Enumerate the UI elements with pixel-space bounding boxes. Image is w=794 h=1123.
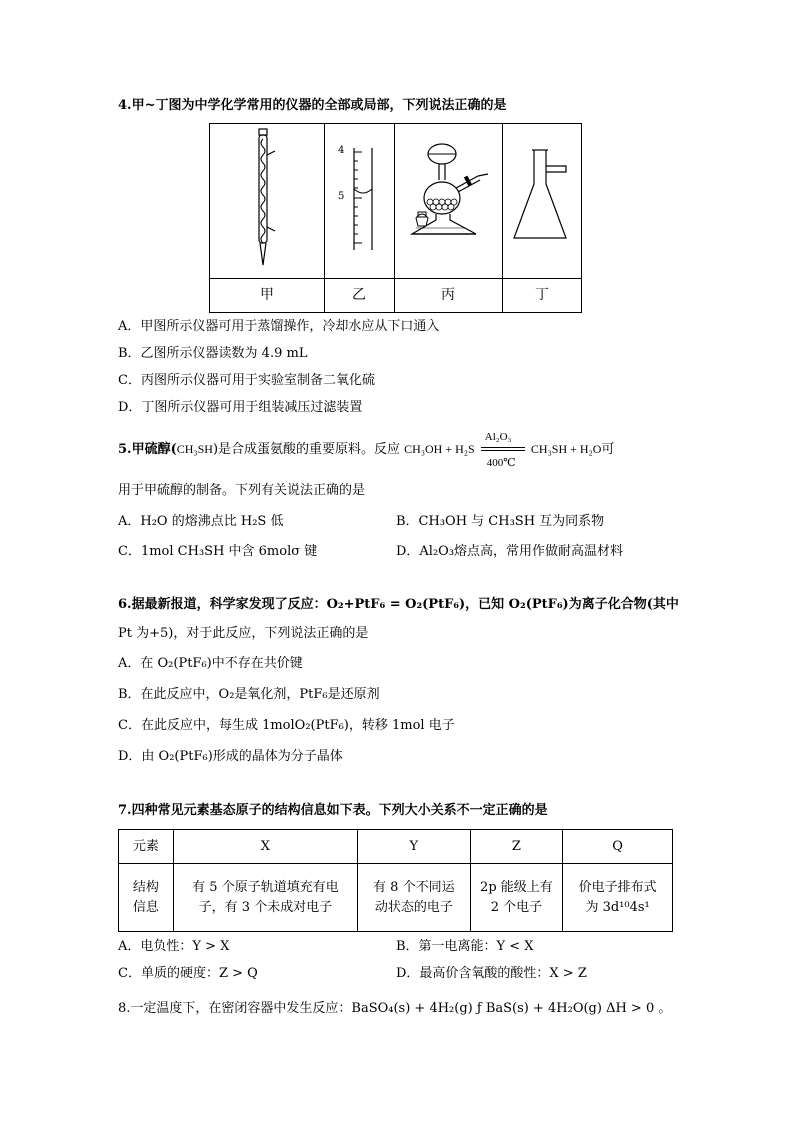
- q6-option-a: A．在 O₂(PtF₆)中不存在共价键: [118, 656, 303, 671]
- q5-stem: 5.甲硫醇(CH₃SH)是合成蛋氨酸的重要原料。反应 CH₃OH + H₂S $\frac{\text{Al₂O₃}}{400℃}$ CH₃SH + H₂O可: [118, 431, 615, 469]
- q4-option-d: D．丁图所示仪器可用于组装减压过滤装置: [118, 400, 363, 415]
- q7-option-a: A．电负性：Y > X: [118, 939, 230, 954]
- q5-option-b: B．CH₃OH 与 CH₃SH 互为同系物: [396, 514, 605, 529]
- table-cell: 结构 信息: [119, 864, 174, 932]
- q6-stem-line2: Pt 为+5)，对于此反应，下列说法正确的是: [118, 626, 369, 641]
- table-cell: 价电子排布式 为 3d¹⁰4s¹: [563, 864, 673, 932]
- q4-option-b: B．乙图所示仪器读数为 4.9 mL: [118, 346, 308, 361]
- q5-option-d: D．Al₂O₃熔点高，常用作做耐高温材料: [396, 544, 624, 559]
- table-header-cell: X: [173, 830, 357, 864]
- q7-option-b: B．第一电离能：Y < X: [396, 939, 534, 954]
- table-row: [119, 864, 673, 932]
- q8-stem: 8.一定温度下，在密闭容器中发生反应：BaSO₄(s) + 4H₂(g) ƒ BaS(s) + 4H₂O(g) ΔH > 0 。: [118, 1001, 672, 1016]
- label-yi: 乙: [352, 287, 366, 303]
- table-cell: 有 5 个原子轨道填充有电 子，有 3 个未成对电子: [173, 864, 357, 932]
- table-header-cell: Q: [563, 830, 673, 864]
- q6-option-d: D．由 O₂(PtF₆)形成的晶体为分子晶体: [118, 749, 343, 764]
- q4-figure: [209, 123, 582, 313]
- table-header-cell: 元素: [119, 830, 174, 864]
- element-info-table: [118, 829, 673, 932]
- table-header-cell: Y: [358, 830, 471, 864]
- scale-tick-5: 5: [338, 191, 345, 202]
- reaction-arrow: $\frac{\text{Al₂O₃}}{400℃}$: [479, 440, 527, 458]
- suction-flask-icon: [504, 146, 584, 246]
- q7-stem: 7.四种常见元素基态原子的结构信息如下表。下列大小关系不一定正确的是: [118, 803, 548, 818]
- q7-option-d: D．最高价含氧酸的酸性：X > Z: [396, 966, 587, 981]
- q6-option-c: C．在此反应中，每生成 1molO₂(PtF₆)，转移 1mol 电子: [118, 718, 455, 733]
- gas-generator-apparatus-icon: [406, 136, 496, 246]
- scale-tick-4: 4: [338, 145, 345, 156]
- table-cell: 有 8 个不同运 动状态的电子: [358, 864, 471, 932]
- label-bing: 丙: [441, 287, 455, 303]
- q6-stem: 6.据最新报道，科学家发现了反应：O₂+PtF₆ = O₂(PtF₆)，已知 O₂(PtF₆)为离子化合物(其中: [118, 597, 679, 612]
- table-header-cell: Z: [470, 830, 563, 864]
- label-jia: 甲: [260, 287, 274, 303]
- q4-option-a: A．甲图所示仪器可用于蒸馏操作，冷却水应从下口通入: [118, 319, 440, 334]
- q5-option-a: A．H₂O 的熔沸点比 H₂S 低: [118, 514, 284, 529]
- label-ding: 丁: [535, 287, 549, 303]
- table-header-row: [119, 830, 673, 864]
- q4-stem: 4.甲~丁图为中学化学常用的仪器的全部或局部，下列说法正确的是: [118, 98, 507, 113]
- q6-option-b: B．在此反应中，O₂是氧化剂，PtF₆是还原剂: [118, 687, 380, 702]
- condenser-apparatus-icon: [245, 127, 289, 275]
- q5-option-c: C．1mol CH₃SH 中含 6molσ 键: [118, 544, 318, 559]
- q7-option-c: C．单质的硬度：Z > Q: [118, 966, 258, 981]
- q4-option-c: C．丙图所示仪器可用于实验室制备二氧化硫: [118, 373, 375, 388]
- q5-stem-line2: 用于甲硫醇的制备。下列有关说法正确的是: [118, 483, 366, 498]
- table-cell: 2p 能级上有 2 个电子: [470, 864, 563, 932]
